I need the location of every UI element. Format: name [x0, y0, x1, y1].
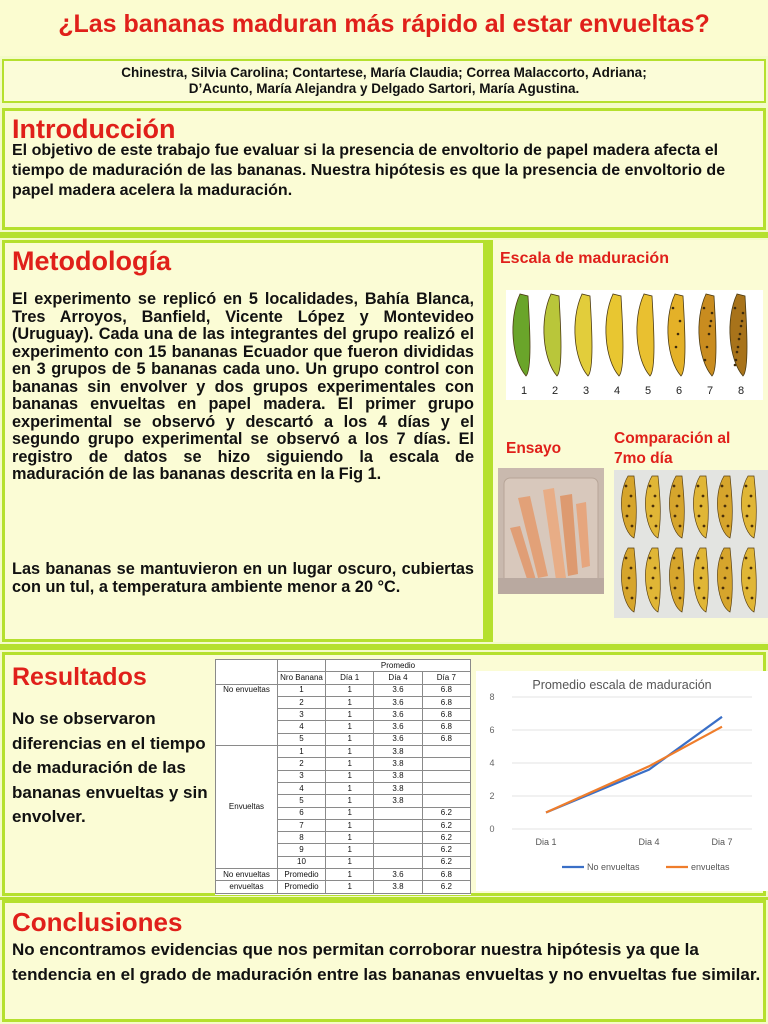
banana-spot: [697, 557, 700, 560]
banana-spot: [709, 325, 712, 328]
table-header-day1: Día 1: [326, 672, 374, 684]
banana-spot: [708, 333, 711, 336]
table-cell-day4: 3.6: [374, 733, 422, 745]
banana-spot: [734, 307, 737, 310]
y-tick-label: 6: [489, 725, 495, 735]
divider: [0, 232, 768, 238]
banana-spot: [740, 325, 743, 328]
table-cell-nro: 5: [278, 733, 326, 745]
scale-number: 6: [675, 385, 683, 397]
table-cell-nro: 8: [278, 832, 326, 844]
banana-spot: [628, 577, 631, 580]
table-row: [216, 746, 471, 758]
banana-stage-5: [637, 294, 654, 376]
chart-title: Promedio escala de maduración: [532, 678, 712, 692]
results-table-container: [215, 659, 471, 895]
table-cell-day7: 6.8: [422, 684, 470, 696]
table-cell-day1: 1: [326, 795, 374, 807]
banana-spot: [650, 587, 653, 590]
table-cell-nro: 1: [278, 684, 326, 696]
table-cell-day1: 1: [326, 758, 374, 770]
banana-spot: [727, 597, 730, 600]
table-cell-nro: 1: [278, 746, 326, 758]
table-cell-day1: 1: [326, 856, 374, 868]
y-tick-label: 2: [489, 791, 495, 801]
table-cell-nro: 2: [278, 696, 326, 708]
banana-spot: [674, 515, 677, 518]
banana-spot: [726, 567, 729, 570]
banana-spot: [736, 351, 739, 354]
table-cell-day4: 3.8: [374, 782, 422, 794]
table-cell-nro: 4: [278, 721, 326, 733]
banana-spot: [746, 587, 749, 590]
table-cell-day7: 6.2: [422, 807, 470, 819]
table-cell-nro: 7: [278, 819, 326, 831]
banana-spot: [631, 525, 634, 528]
banana-spot: [703, 597, 706, 600]
conclusions-section: [2, 900, 766, 1022]
table-cell-day7: 6.8: [422, 696, 470, 708]
table-row: [216, 684, 471, 696]
banana-spot: [751, 525, 754, 528]
line-chart: [476, 671, 768, 891]
scale-number: 5: [644, 385, 652, 397]
table-cell-day1: 1: [326, 696, 374, 708]
banana-spot: [727, 525, 730, 528]
legend-label: envueltas: [691, 862, 730, 872]
banana-spot: [745, 485, 748, 488]
table-header-row: [216, 660, 471, 672]
table-cell-day1: 1: [326, 684, 374, 696]
banana-spot: [654, 495, 657, 498]
table-cell-day1: 1: [326, 709, 374, 721]
scale-number: 4: [613, 385, 621, 397]
methodology-text-1: El experimento se replicó en 5 localidades, Bahía Blanca, Tres Arroyos, Banfield, Vicente López y Montevideo (Uruguay). Cada una de las integrantes del grupo realizó el experimento con 15 bananas Ecuador que fueron divididas en 3 grupos de 5 bananas cada uno. Un grupo control con bananas sin envolver y dos grupos experimentales con bananas envueltas en papel madera. El primer grupo experimental se observó y descartó a los 4 días y el segundo grupo experimental se observó a los 7 días. El registro de datos se hizo siguiendo la escala de maduración de las bananas descrita en la Fig 1.: [12, 290, 474, 483]
table-cell-day4: 3.6: [374, 721, 422, 733]
table-average-day1: 1: [326, 881, 374, 893]
banana-spot: [706, 346, 709, 349]
table-header-blank: [278, 660, 326, 672]
table-cell-day7: 6.2: [422, 832, 470, 844]
table-average-day4: 3.6: [374, 869, 422, 881]
banana-spot: [675, 346, 678, 349]
bananas-day7-photo: [614, 470, 768, 618]
table-cell-nro: 3: [278, 770, 326, 782]
table-average-nro: Promedio: [278, 869, 326, 881]
table-cell-day7: 6.2: [422, 844, 470, 856]
banana-spot: [652, 505, 655, 508]
table-cell-day4: 3.8: [374, 746, 422, 758]
banana-spot: [655, 525, 658, 528]
scale-number: 7: [706, 385, 714, 397]
banana-spot: [742, 312, 745, 315]
banana-spot: [703, 307, 706, 310]
table-cell-day1: 1: [326, 807, 374, 819]
table-cell-day1: 1: [326, 782, 374, 794]
table-cell-day7: [422, 782, 470, 794]
banana-spot: [631, 597, 634, 600]
table-cell-nro: 4: [278, 782, 326, 794]
table-cell-day1: 1: [326, 819, 374, 831]
banana-spot: [655, 597, 658, 600]
legend-label: No envueltas: [587, 862, 640, 872]
banana-spot: [748, 505, 751, 508]
table-cell-day7: 6.2: [422, 819, 470, 831]
banana-spot: [721, 557, 724, 560]
banana-spot: [724, 577, 727, 580]
introduction-section: [2, 108, 766, 230]
comparison-heading-line-2: 7mo día: [614, 450, 673, 467]
table-cell-day4: [374, 819, 422, 831]
banana-spot: [735, 359, 738, 362]
banana-spot: [630, 567, 633, 570]
banana-spot: [722, 587, 725, 590]
banana-spot: [673, 485, 676, 488]
poster-title: ¿Las bananas maduran más rápido al estar envueltas?: [58, 10, 710, 38]
banana-spot: [698, 515, 701, 518]
banana-spot: [628, 505, 631, 508]
table-cell-day4: [374, 832, 422, 844]
table-cell-day4: 3.6: [374, 696, 422, 708]
introduction-heading: Introducción: [12, 114, 176, 144]
table-cell-day4: [374, 807, 422, 819]
banana-spot: [710, 320, 713, 323]
assay-photo: [498, 468, 604, 594]
table-header-nro: Nro Banana: [278, 672, 326, 684]
line-chart-svg: [476, 671, 768, 891]
banana-spot: [676, 505, 679, 508]
table-average-label: envueltas: [216, 881, 278, 893]
table-cell-day1: 1: [326, 721, 374, 733]
banana-spot: [673, 557, 676, 560]
vertical-divider: [486, 240, 493, 642]
banana-spot: [726, 495, 729, 498]
banana-spot: [700, 505, 703, 508]
divider: [0, 644, 768, 650]
y-tick-label: 4: [489, 758, 495, 768]
results-text: No se observaron diferencias en el tiempo de maduración de las bananas envueltas y sin envolver.: [12, 709, 208, 826]
banana-spot: [750, 567, 753, 570]
x-tick-label: Dia 4: [638, 837, 660, 847]
table-cell-day7: 6.2: [422, 856, 470, 868]
figures-panel: [493, 240, 768, 642]
banana-spot: [654, 567, 657, 570]
table-cell-day7: [422, 746, 470, 758]
banana-spot: [649, 557, 652, 560]
banana-stage-3: [575, 294, 592, 376]
banana-spot: [702, 495, 705, 498]
series-line-1: [546, 717, 722, 813]
authors-line-1: Chinestra, Silvia Carolina; Contartese, María Claudia; Correa Malaccorto, Adriana;: [121, 65, 647, 80]
wrapped-bananas-photo: [498, 468, 604, 594]
table-group-header: Promedio: [326, 660, 471, 672]
table-cell-day1: 1: [326, 770, 374, 782]
table-cell-nro: 2: [278, 758, 326, 770]
scale-number: 1: [520, 385, 528, 397]
methodology-text-2: Las bananas se mantuvieron en un lugar oscuro, cubiertas con un tul, a temperatura ambiente menor a 20 °C.: [12, 560, 474, 596]
table-average-nro: Promedio: [278, 881, 326, 893]
banana-spot: [724, 505, 727, 508]
table-group-label: No envueltas: [216, 684, 278, 745]
authors: [4, 65, 764, 97]
table-header-day4: Día 4: [374, 672, 422, 684]
banana-spot: [704, 359, 707, 362]
results-section: [2, 652, 766, 896]
scale-number: 8: [737, 385, 745, 397]
banana-spot: [739, 333, 742, 336]
table-cell-day7: 6.8: [422, 709, 470, 721]
methodology-section: [2, 240, 486, 642]
x-tick-label: Dia 7: [711, 837, 733, 847]
banana-spot: [737, 346, 740, 349]
conclusions-heading: Conclusiones: [12, 907, 183, 937]
table-cell-day7: 6.8: [422, 733, 470, 745]
banana-spot: [649, 485, 652, 488]
table-cell-day7: 6.8: [422, 721, 470, 733]
banana-spot: [625, 485, 628, 488]
table-cell-nro: 6: [278, 807, 326, 819]
banana-stage-8: [730, 294, 747, 376]
banana-spot: [746, 515, 749, 518]
authors-line-2: D’Acunto, María Alejandra y Delgado Sartori, María Agustina.: [188, 81, 580, 96]
banana-spot: [626, 587, 629, 590]
banana-spot: [679, 525, 682, 528]
banana-stage-4: [606, 294, 623, 376]
banana-spot: [678, 567, 681, 570]
banana-spot: [698, 587, 701, 590]
banana-stage-6: [668, 294, 685, 376]
table-average-label: No envueltas: [216, 869, 278, 881]
conclusions-text: No encontramos evidencias que nos permitan corroborar nuestra hipótesis ya que la tendencia en el grado de maduración entre las bananas envueltas y no envueltas fue similar.: [12, 940, 761, 984]
banana-spot: [626, 515, 629, 518]
banana-spot: [697, 485, 700, 488]
y-tick-label: 8: [489, 692, 495, 702]
table-average-day1: 1: [326, 869, 374, 881]
banana-spot: [703, 525, 706, 528]
authors-box: [2, 59, 766, 103]
table-cell-day4: 3.6: [374, 684, 422, 696]
table-cell-nro: 10: [278, 856, 326, 868]
introduction-text: El objetivo de este trabajo fue evaluar si la presencia de envoltorio de papel madera afecta el tiempo de maduración de las bananas. Nuestra hipótesis es que la presencia de envoltorio de papel madera acelera la maduración.: [12, 142, 726, 199]
table-average-day7: 6.8: [422, 869, 470, 881]
banana-spot: [748, 577, 751, 580]
ripening-scale-heading: Escala de maduración: [500, 250, 669, 267]
banana-spot: [741, 320, 744, 323]
scale-number: 3: [582, 385, 590, 397]
table-cell-day1: 1: [326, 746, 374, 758]
series-line-2: [546, 727, 722, 813]
table-cell-day7: [422, 795, 470, 807]
table-group-label: Envueltas: [216, 746, 278, 869]
banana-spot: [650, 515, 653, 518]
banana-spot: [672, 307, 675, 310]
results-heading: Resultados: [12, 663, 147, 691]
banana-spot: [700, 577, 703, 580]
table-cell-nro: 5: [278, 795, 326, 807]
banana-stage-7: [699, 294, 716, 376]
table-cell-nro: 3: [278, 709, 326, 721]
banana-spot: [678, 495, 681, 498]
banana-spot: [734, 364, 737, 367]
banana-spot: [652, 577, 655, 580]
y-tick-label: 0: [489, 824, 495, 834]
comparison-heading-line-1: Comparación al: [614, 430, 731, 447]
banana-spot: [750, 495, 753, 498]
table-cell-day4: 3.6: [374, 709, 422, 721]
banana-spot: [630, 495, 633, 498]
comparison-photo: [614, 470, 768, 618]
table-cell-day1: 1: [326, 733, 374, 745]
assay-heading: Ensayo: [506, 440, 562, 457]
banana-spot: [676, 577, 679, 580]
table-header-day7: Día 7: [422, 672, 470, 684]
table-cell-day4: 3.8: [374, 795, 422, 807]
comparison-heading: [614, 429, 764, 469]
banana-spot: [751, 597, 754, 600]
table-cell-day4: 3.8: [374, 758, 422, 770]
banana-scale-illustration: [506, 290, 763, 400]
x-tick-label: Dia 1: [535, 837, 557, 847]
banana-spot: [677, 333, 680, 336]
table-average-row: [216, 881, 471, 893]
table-average-row: [216, 869, 471, 881]
banana-spot: [674, 587, 677, 590]
banana-stage-1: [513, 294, 530, 376]
table-cell-day4: 3.8: [374, 770, 422, 782]
banana-spot: [721, 485, 724, 488]
table-cell-day7: [422, 770, 470, 782]
table-cell-day4: [374, 844, 422, 856]
banana-spot: [722, 515, 725, 518]
ripening-scale-image: [506, 290, 763, 400]
table-cell-day1: 1: [326, 844, 374, 856]
banana-spot: [625, 557, 628, 560]
table-average-day7: 6.2: [422, 881, 470, 893]
banana-spot: [679, 597, 682, 600]
table-average-day4: 3.8: [374, 881, 422, 893]
banana-spot: [679, 320, 682, 323]
banana-stage-2: [544, 294, 561, 376]
table-cell-day7: [422, 758, 470, 770]
banana-spot: [738, 338, 741, 341]
table-cell-day1: 1: [326, 832, 374, 844]
banana-spot: [702, 567, 705, 570]
table-corner: [216, 660, 278, 685]
table-cell-nro: 9: [278, 844, 326, 856]
results-table: [215, 659, 471, 894]
scale-number: 2: [551, 385, 559, 397]
table-cell-day4: [374, 856, 422, 868]
banana-spot: [745, 557, 748, 560]
methodology-heading: Metodología: [12, 246, 171, 276]
banana-spot: [711, 312, 714, 315]
